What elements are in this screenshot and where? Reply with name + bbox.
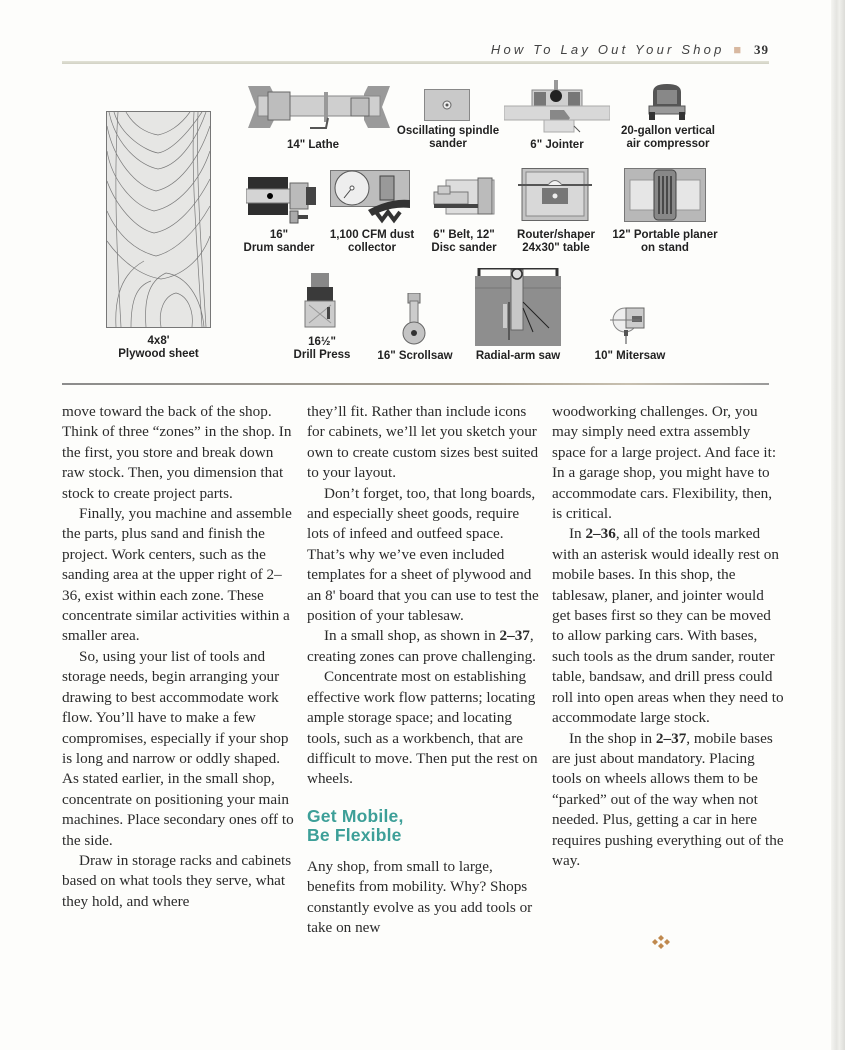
text-column-1 xyxy=(62,402,294,912)
spindle-sander-label: Oscillating spindle sander xyxy=(396,125,500,150)
drill-press-label: 16½" Drill Press xyxy=(293,336,351,361)
plywood-label: 4x8' Plywood sheet xyxy=(118,335,199,360)
figure-reference: 2–36 xyxy=(585,525,616,543)
diamond-cluster-icon xyxy=(650,935,672,949)
text-column-3 xyxy=(552,402,784,871)
mitersaw-icon xyxy=(610,304,646,344)
paragraph: So, using your list of tools and storage needs, begin arranging your drawing to best accommodate work flow. You’ll have to make a few compromises, especially if your shop is long and narrow or oddly shaped. As stated earlier, in the small shop, concentrate on positioning your main machines. Place secondary ones off to the side. xyxy=(62,647,294,849)
paragraph: Concentrate most on establishing effective work flow patterns; locating ample storage space; and locating tools, such as a workbench, that are difficult to move. Then put the rest on wheels. xyxy=(307,668,538,788)
lathe-icon xyxy=(248,84,390,130)
planer-label: 12" Portable planer on stand xyxy=(612,229,718,254)
figure-reference: 2–37 xyxy=(499,627,530,645)
plywood-sheet-icon xyxy=(106,111,211,328)
air-compressor-icon xyxy=(647,84,687,120)
radial-arm-saw-label: Radial-arm saw xyxy=(475,350,561,362)
header-rule xyxy=(62,61,769,64)
radial-arm-saw-icon xyxy=(475,268,561,346)
jointer-icon xyxy=(504,80,610,135)
running-title: How To Lay Out Your Shop xyxy=(490,42,725,57)
belt-disc-sander-icon xyxy=(432,176,496,216)
separator-bullet: ■ xyxy=(733,42,742,57)
paragraph: Any shop, from small to large, benefits from mobility. Why? Shops constantly evolve as you add tools or take on new xyxy=(307,857,533,936)
router-table-label: Router/shaper 24x30" table xyxy=(517,229,595,254)
dust-collector-icon xyxy=(330,170,412,224)
scrollsaw-icon xyxy=(400,293,428,347)
running-head xyxy=(491,42,769,58)
text-column-2 xyxy=(307,402,539,938)
mitersaw-label: 10" Mitersaw xyxy=(594,350,666,362)
paragraph: Don’t forget, too, that long boards, and especially sheet goods, require lots of infeed and outfeed space. That’s why we’ve even included templates for a sheet of plywood and an 8' board that you can use to test the position of your tablesaw. xyxy=(307,484,539,625)
paragraph: move toward the back of the shop. Think of three “zones” in the shop. In the first, you store and break down raw stock. Then, you dimension that stock to create project parts. xyxy=(62,403,292,502)
spindle-sander-icon xyxy=(424,89,470,121)
router-table-icon xyxy=(518,168,592,222)
drum-sander-icon xyxy=(246,175,318,227)
paragraph: woodworking challenges. Or, you may simply need extra assembly space for a large project. And face it: In a garage shop, you might have to accommodate cars. Flexibility, then, is critical. xyxy=(552,403,777,523)
paragraph: In a small shop, as shown in 2–37, creating zones can prove challenging. xyxy=(307,627,536,665)
figure-divider-rule xyxy=(62,383,769,385)
lathe-label: 14" Lathe xyxy=(286,139,340,151)
paragraph: they’ll fit. Rather than include icons for cabinets, we’ll let you sketch your own to create custom sizes best suited to your layout. xyxy=(307,403,539,482)
page-edge-shadow xyxy=(831,0,845,1050)
drum-sander-label: 16" Drum sander xyxy=(243,229,315,254)
scrollsaw-label: 16" Scrollsaw xyxy=(377,350,453,362)
dust-collector-label: 1,100 CFM dust collector xyxy=(329,229,415,254)
air-compressor-label: 20-gallon vertical air compressor xyxy=(621,125,715,150)
paragraph: In the shop in 2–37, mobile bases are just about mandatory. Placing tools on wheels allows them to be “parked” out of the way when not needed. Plus, getting a car in here requires pushing everything out of the way. xyxy=(552,729,784,869)
planer-icon xyxy=(624,168,706,222)
belt-disc-sander-label: 6" Belt, 12" Disc sander xyxy=(431,229,497,254)
figure-reference: 2–37 xyxy=(655,729,687,747)
paragraph: Finally, you machine and assemble the parts, plus sand and finish the project. Work centers, such as the sanding area at the upper right of 2–36, exist within each zone. These concentrate similar activities within a smaller area. xyxy=(62,505,292,645)
section-heading: Get Mobile, Be Flexible xyxy=(307,805,404,845)
paragraph: Draw in storage racks and cabinets based on what tools they serve, what they hold, and where xyxy=(62,851,292,910)
jointer-label: 6" Jointer xyxy=(530,139,584,151)
paragraph: In 2–36, all of the tools marked with an asterisk would ideally rest on mobile bases. In this shop, the tablesaw, planer, and jointer would get bases first so they can be moved to allow parking cars. With bases, such tools as the drum sander, router table, bandsaw, and drill press could roll into open areas when they need to accommodate large stock. xyxy=(552,525,784,727)
drill-press-icon xyxy=(303,273,337,329)
page-number: 39 xyxy=(754,42,769,57)
